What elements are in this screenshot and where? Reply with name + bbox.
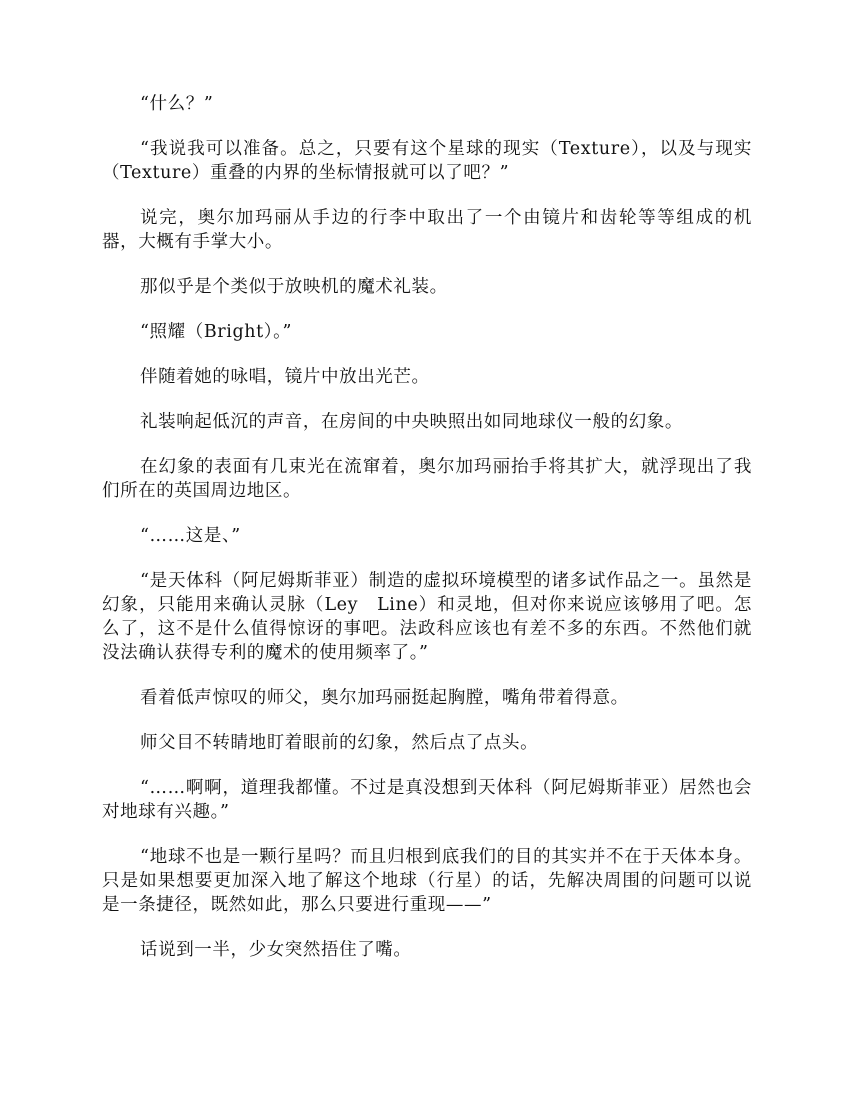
paragraph: 师父目不转睛地盯着眼前的幻象，然后点了点头。 bbox=[140, 733, 539, 753]
paragraph: 礼装响起低沉的声音，在房间的中央映照出如同地球仪一般的幻象。 bbox=[140, 412, 683, 432]
paragraph: “是天体科（阿尼姆斯菲亚）制造的虚拟环境模型的诸多试作品之一。虽然是幻象，只能用来确认灵脉（Ley Line）和灵地，但对你来说应该够用了吧。怎么了，这不是什么值得惊讶的事吧。法政科应该也有差不多的东西。不然他们就没法确认获得专利的魔术的使用频率了。” bbox=[102, 571, 752, 663]
paragraph: “……这是、” bbox=[140, 526, 241, 546]
paragraph: 那似乎是个类似于放映机的魔术礼装。 bbox=[140, 277, 448, 297]
paragraph: 伴随着她的咏唱，镜片中放出光芒。 bbox=[140, 367, 430, 387]
paragraph: “我说我可以准备。总之，只要有这个星球的现实（Texture），以及与现实（Texture）重叠的内界的坐标情报就可以了吧？” bbox=[102, 139, 752, 183]
paragraph: “照耀（Bright）。” bbox=[140, 322, 293, 342]
paragraph: 在幻象的表面有几束光在流窜着，奥尔加玛丽抬手将其扩大，就浮现出了我们所在的英国周边地区。 bbox=[102, 457, 752, 501]
paragraph: 说完，奥尔加玛丽从手边的行李中取出了一个由镜片和齿轮等等组成的机器，大概有手掌大小。 bbox=[102, 208, 752, 252]
paragraph: “地球不也是一颗行星吗？而且归根到底我们的目的其实并不在于天体本身。只是如果想要更加深入地了解这个地球（行星）的话，先解决周围的问题可以说是一条捷径，既然如此，那么只要进行重现——” bbox=[102, 847, 752, 915]
paragraph: “……啊啊，道理我都懂。不过是真没想到天体科（阿尼姆斯菲亚）居然也会对地球有兴趣。” bbox=[102, 778, 752, 822]
paragraph: 看着低声惊叹的师父，奥尔加玛丽挺起胸膛，嘴角带着得意。 bbox=[140, 688, 629, 708]
paragraph: 话说到一半，少女突然捂住了嘴。 bbox=[140, 940, 412, 960]
document-body bbox=[102, 92, 752, 983]
paragraph: “什么？” bbox=[140, 94, 214, 114]
